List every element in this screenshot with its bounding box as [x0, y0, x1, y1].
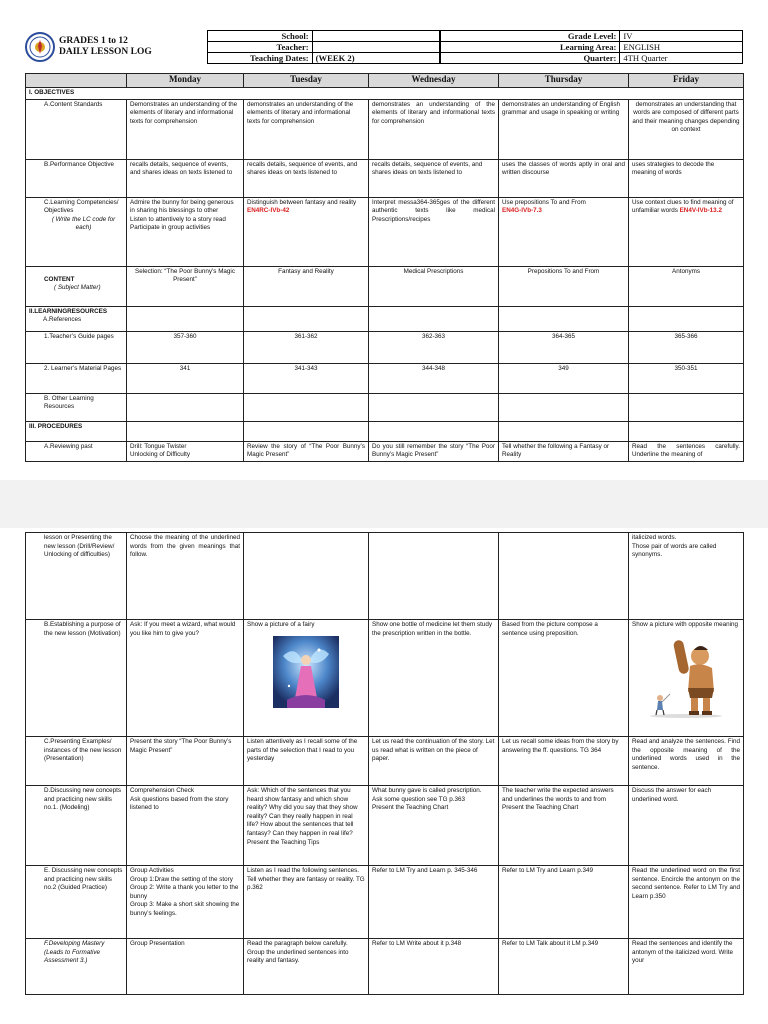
references-label: A.References — [43, 316, 82, 324]
content-standards-label: A.Content Standards — [26, 99, 127, 159]
competency-thu-code: EN4G-IVb-7.3 — [502, 207, 542, 215]
guided-practice-mon — [127, 866, 244, 939]
content-wed: Medical Prescriptions — [369, 266, 499, 306]
modeling-wed-3: Present the Teaching Chart — [372, 804, 449, 812]
competency-thu-1: Use prepositions To and From — [502, 198, 586, 206]
reviewing-fri-synonyms: Those pair of words are called synonyms. — [632, 542, 717, 559]
lm-pages-row — [26, 363, 744, 393]
content-label-note: ( Subject Matter) — [54, 284, 101, 292]
motivation-wed: Show one bottle of medicine let them study the prescription written in the bottle. — [369, 620, 499, 737]
day-friday: Friday — [629, 74, 744, 88]
dates-value: (WEEK 2) — [312, 53, 439, 64]
procedures-mon — [127, 421, 244, 441]
modeling-wed-2: Ask some question see TG p.363 — [372, 795, 465, 803]
title-line-1: GRADES 1 to 12 — [59, 36, 128, 46]
reviewing-mon-part1 — [127, 441, 244, 461]
lm-pages-fri: 350-351 — [629, 363, 744, 393]
teacher-label: Teacher: — [208, 42, 313, 53]
other-resources-thu — [499, 393, 629, 421]
tg-pages-thu: 364-365 — [499, 331, 629, 363]
mastery-fri: Read the sentences and identify the antonym of the italicized word. Write your — [629, 939, 744, 995]
other-resources-label: B. Other Learning Resources — [26, 393, 127, 421]
reviewing-tue-part2 — [244, 533, 369, 620]
references-wed — [369, 306, 499, 331]
motivation-mon: Ask: If you meet a wizard, what would you like him to give you? — [127, 620, 244, 737]
content-standards-tue: demonstrates an understanding of the elements of literary and informational texts for comprehension — [244, 99, 369, 159]
references-mon — [127, 306, 244, 331]
motivation-label: B.Establishing a purpose of the new lesson (Motivation) — [26, 620, 127, 737]
content-standards-row — [26, 99, 744, 159]
competencies-thu — [499, 197, 629, 266]
content-tue: Fantasy and Reality — [244, 266, 369, 306]
day-tuesday: Tuesday — [244, 74, 369, 88]
reviewing-row-part2 — [26, 533, 744, 620]
objectives-heading: I. OBJECTIVES — [26, 88, 744, 100]
performance-fri: uses strategies to decode the meaning of words — [629, 159, 744, 197]
reviewing-wed: Do you still remember the story “The Poor Bunny’s Magic Present” — [369, 441, 499, 461]
content-mon: Selection: “The Poor Bunny’s Magic Present” — [127, 266, 244, 306]
modeling-fri: Discuss the answer for each underlined word. — [629, 786, 744, 866]
area-value: ENGLISH — [620, 42, 743, 53]
presentation-thu: Let us recall some ideas from the story by answering the ff. questions. TG 364 — [499, 737, 629, 786]
competencies-tue — [244, 197, 369, 266]
competencies-label-main: C.Learning Competencies/ Objectives — [44, 198, 119, 215]
giant-with-club-picture — [646, 636, 726, 718]
lesson-log-page-1 — [0, 0, 768, 480]
area-label: Learning Area: — [441, 42, 620, 53]
motivation-tue — [244, 620, 369, 737]
performance-mon: recalls details, sequence of events, and shares ideas on texts listened to — [127, 159, 244, 197]
competency-mon-1: Admire the bunny for being generous in sharing his blessings to other — [130, 198, 234, 215]
guided-practice-label: E. Discussing new concepts and practicing new skills no.2 (Guided Practice) — [26, 866, 127, 939]
references-row — [26, 306, 744, 331]
modeling-mon — [127, 786, 244, 866]
reviewing-fri-part2 — [629, 533, 744, 620]
motivation-thu: Based from the picture compose a sentence using preposition. — [499, 620, 629, 737]
class-info-table — [440, 30, 743, 64]
resources-label — [26, 306, 127, 331]
procedures-heading: III. PROCEDURES — [26, 421, 127, 441]
presentation-fri: Read and analyze the sentences. Find the opposite meaning of the underlined words used in the sentence. — [629, 737, 744, 786]
content-standards-mon: Demonstrates an understanding of the elements of literary and informational texts for comprehension — [127, 99, 244, 159]
tg-pages-wed: 362-363 — [369, 331, 499, 363]
teacher-value — [312, 42, 439, 53]
reviewing-label-part1: A.Reviewing past — [26, 441, 127, 461]
competencies-mon — [127, 197, 244, 266]
performance-thu: uses the classes of words aptly in oral and written discourse — [499, 159, 629, 197]
reviewing-mon-unlocking: Unlocking of Difficulty — [130, 451, 191, 459]
performance-wed: recalls details, sequence of events, and shares ideas on texts listened to — [369, 159, 499, 197]
content-label-main: CONTENT — [44, 275, 75, 283]
reviewing-row-part1 — [26, 441, 744, 461]
dates-label: Teaching Dates: — [208, 53, 313, 64]
competencies-wed: Interpret messa364-365ges of the different authentic texts like medical Prescriptions/recipes — [369, 197, 499, 266]
mastery-label: F.Developing Mastery (Leads to Formative Assessment 3.) — [26, 939, 127, 995]
reviewing-fri-part1: Read the sentences carefully. Underline the meaning of — [629, 441, 744, 461]
lm-pages-label: 2. Learner’s Material Pages — [26, 363, 127, 393]
content-standards-fri: demonstrates an understanding that words are composed of different parts and their meaning changes depending on context — [629, 99, 744, 159]
reviewing-wed-part2 — [369, 533, 499, 620]
motivation-tue-text: Show a picture of a fairy — [247, 621, 315, 628]
content-thu: Prepositions To and From — [499, 266, 629, 306]
quarter-value: 4TH Quarter — [620, 53, 743, 64]
content-standards-thu: demonstrates an understanding of English grammar and usage in speaking or writing — [499, 99, 629, 159]
reviewing-fri-italicized: italicized words. — [632, 534, 677, 541]
mastery-mon: Group Presentation — [127, 939, 244, 995]
reviewing-mon-drill: Drill: Tongue Twister — [130, 442, 187, 450]
competencies-label — [26, 197, 127, 266]
day-header-row — [26, 74, 744, 88]
competency-mon-2: Listen to attentively to a story read — [130, 215, 226, 223]
guided-practice-mon-3: Group 2: Write a thank you letter to the bunny — [130, 884, 239, 900]
modeling-row — [26, 786, 744, 866]
procedures-thu — [499, 421, 629, 441]
other-resources-wed — [369, 393, 499, 421]
guided-practice-wed: Refer to LM Try and Learn p. 345-346 — [369, 866, 499, 939]
mastery-row — [26, 939, 744, 995]
modeling-thu — [499, 786, 629, 866]
procedures-fri — [629, 421, 744, 441]
modeling-tue: Ask: Which of the sentences that you heard show fantasy and which show reality? Why did you say that they show reality? Can they really happen in real life? How about the sentences that tell fantasy? Can they happen in real life? Present the Teaching Tips — [244, 786, 369, 866]
guided-practice-mon-2: Group 1:Draw the setting of the story — [130, 875, 233, 883]
modeling-mon-2: Ask questions based from the story listened to — [130, 795, 229, 812]
lm-pages-tue: 341-343 — [244, 363, 369, 393]
day-monday: Monday — [127, 74, 244, 88]
performance-tue: recalls details, sequence of events, and shares ideas on texts listened to — [244, 159, 369, 197]
competencies-fri — [629, 197, 744, 266]
presentation-tue: Listen attentively as I recall some of the parts of the selection that I read to you yesterday — [244, 737, 369, 786]
competency-tue-1: Distinguish between fantasy and reality — [247, 198, 357, 206]
lm-pages-mon: 341 — [127, 363, 244, 393]
content-label — [26, 266, 127, 306]
reviewing-thu: Tell whether the following a Fantasy or Reality — [499, 441, 629, 461]
tg-pages-row — [26, 331, 744, 363]
lesson-table-page-1 — [25, 73, 744, 462]
performance-label: B.Performance Objective — [26, 159, 127, 197]
guided-practice-mon-4: Group 3: Make a short skit showing the bunny’s feelings. — [130, 901, 240, 917]
mastery-wed: Refer to LM Write about it p.348 — [369, 939, 499, 995]
references-tue — [244, 306, 369, 331]
lm-pages-thu: 349 — [499, 363, 629, 393]
school-info-table — [207, 30, 440, 64]
corner-cell — [26, 74, 127, 88]
school-label: School: — [208, 31, 313, 42]
motivation-fri-text: Show a picture with opposite meaning — [632, 621, 739, 628]
modeling-wed — [369, 786, 499, 866]
other-resources-row — [26, 393, 744, 421]
objectives-section-row — [26, 88, 744, 100]
other-resources-tue — [244, 393, 369, 421]
guided-practice-fri: Read the underlined word on the first sentence. Encircle the antonym on the second sentence. Refer to LM Try and Learn p.350 — [629, 866, 744, 939]
day-wednesday: Wednesday — [369, 74, 499, 88]
competencies-row — [26, 197, 744, 266]
performance-row — [26, 159, 744, 197]
presentation-label: C.Presenting Examples/ instances of the new lesson (Presentation) — [26, 737, 127, 786]
references-thu — [499, 306, 629, 331]
guided-practice-mon-1: Group Activities — [130, 867, 174, 874]
modeling-label: D.Discussing new concepts and practicing new skills no.1. (Modeling) — [26, 786, 127, 866]
mastery-tue: Read the paragraph below carefully. Group the underlined sentences into reality and fantasy. — [244, 939, 369, 995]
quarter-label: Quarter: — [441, 53, 620, 64]
content-fri: Antonyms — [629, 266, 744, 306]
tg-pages-fri: 365-366 — [629, 331, 744, 363]
competency-mon-3: Participate in group activities — [130, 224, 211, 232]
procedures-wed — [369, 421, 499, 441]
guided-practice-tue: Listen as I read the following sentences. Tell whether they are fantasy or reality. TG p.362 — [244, 866, 369, 939]
presentation-mon: Present the story “The Poor Bunny’s Magic Present” — [127, 737, 244, 786]
mastery-thu: Refer to LM Talk about it LM p.349 — [499, 939, 629, 995]
guided-practice-row — [26, 866, 744, 939]
guided-practice-thu: Refer to LM Try and Learn p.349 — [499, 866, 629, 939]
page-gap — [0, 480, 768, 528]
reviewing-label-part2: lesson or Presenting the new lesson (Drill/Review/ Unlocking of difficulties) — [26, 533, 127, 620]
motivation-fri — [629, 620, 744, 737]
competency-tue-code: EN4RC-IVb-42 — [247, 207, 290, 215]
lm-pages-wed: 344-348 — [369, 363, 499, 393]
motivation-row — [26, 620, 744, 737]
school-value — [312, 31, 439, 42]
modeling-mon-1: Comprehension Check — [130, 787, 195, 794]
other-resources-mon — [127, 393, 244, 421]
day-thursday: Thursday — [499, 74, 629, 88]
modeling-thu-1: The teacher write the expected answers and underlines the words to and from — [502, 787, 614, 803]
presentation-row — [26, 737, 744, 786]
tg-pages-mon: 357-360 — [127, 331, 244, 363]
title-line-2: DAILY LESSON LOG — [59, 47, 152, 57]
reviewing-mon-part2: Choose the meaning of the underlined words from the given meanings that follow. — [127, 533, 244, 620]
grade-label: Grade Level: — [441, 31, 620, 42]
competency-fri-code: EN4V-IVb-13.2 — [679, 207, 722, 215]
tg-pages-tue: 361-362 — [244, 331, 369, 363]
reviewing-tue: Review the story of “The Poor Bunny’s Magic Present” — [244, 441, 369, 461]
reviewing-thu-part2 — [499, 533, 629, 620]
lesson-log-page-2 — [0, 528, 768, 1024]
procedures-section-row — [26, 421, 744, 441]
presentation-wed: Let us read the continuation of the story. Let us read what is written on the piece of paper. — [369, 737, 499, 786]
tg-pages-label: 1.Teacher’s Guide pages — [26, 331, 127, 363]
grade-value: IV — [620, 31, 743, 42]
modeling-wed-1: What bunny gave is called prescription. — [372, 787, 482, 794]
deped-seal-icon — [25, 32, 55, 62]
document-header — [25, 30, 743, 66]
other-resources-fri — [629, 393, 744, 421]
competencies-label-note: ( Write the LC code for each) — [51, 215, 116, 232]
competency-fri-1: Use context clues to find meaning of unfamiliar words — [632, 198, 734, 215]
content-row — [26, 266, 744, 306]
content-standards-wed: demonstrates an understanding of the elements of literary and informational texts for comprehension — [369, 99, 499, 159]
procedures-tue — [244, 421, 369, 441]
document-title — [59, 36, 152, 58]
fairy-picture — [273, 636, 339, 708]
references-fri — [629, 306, 744, 331]
modeling-thu-2: Present the Teaching Chart — [502, 804, 579, 812]
resources-heading: II.LEARNINGRESOURCES — [29, 307, 108, 315]
lesson-table-page-2 — [25, 532, 744, 995]
